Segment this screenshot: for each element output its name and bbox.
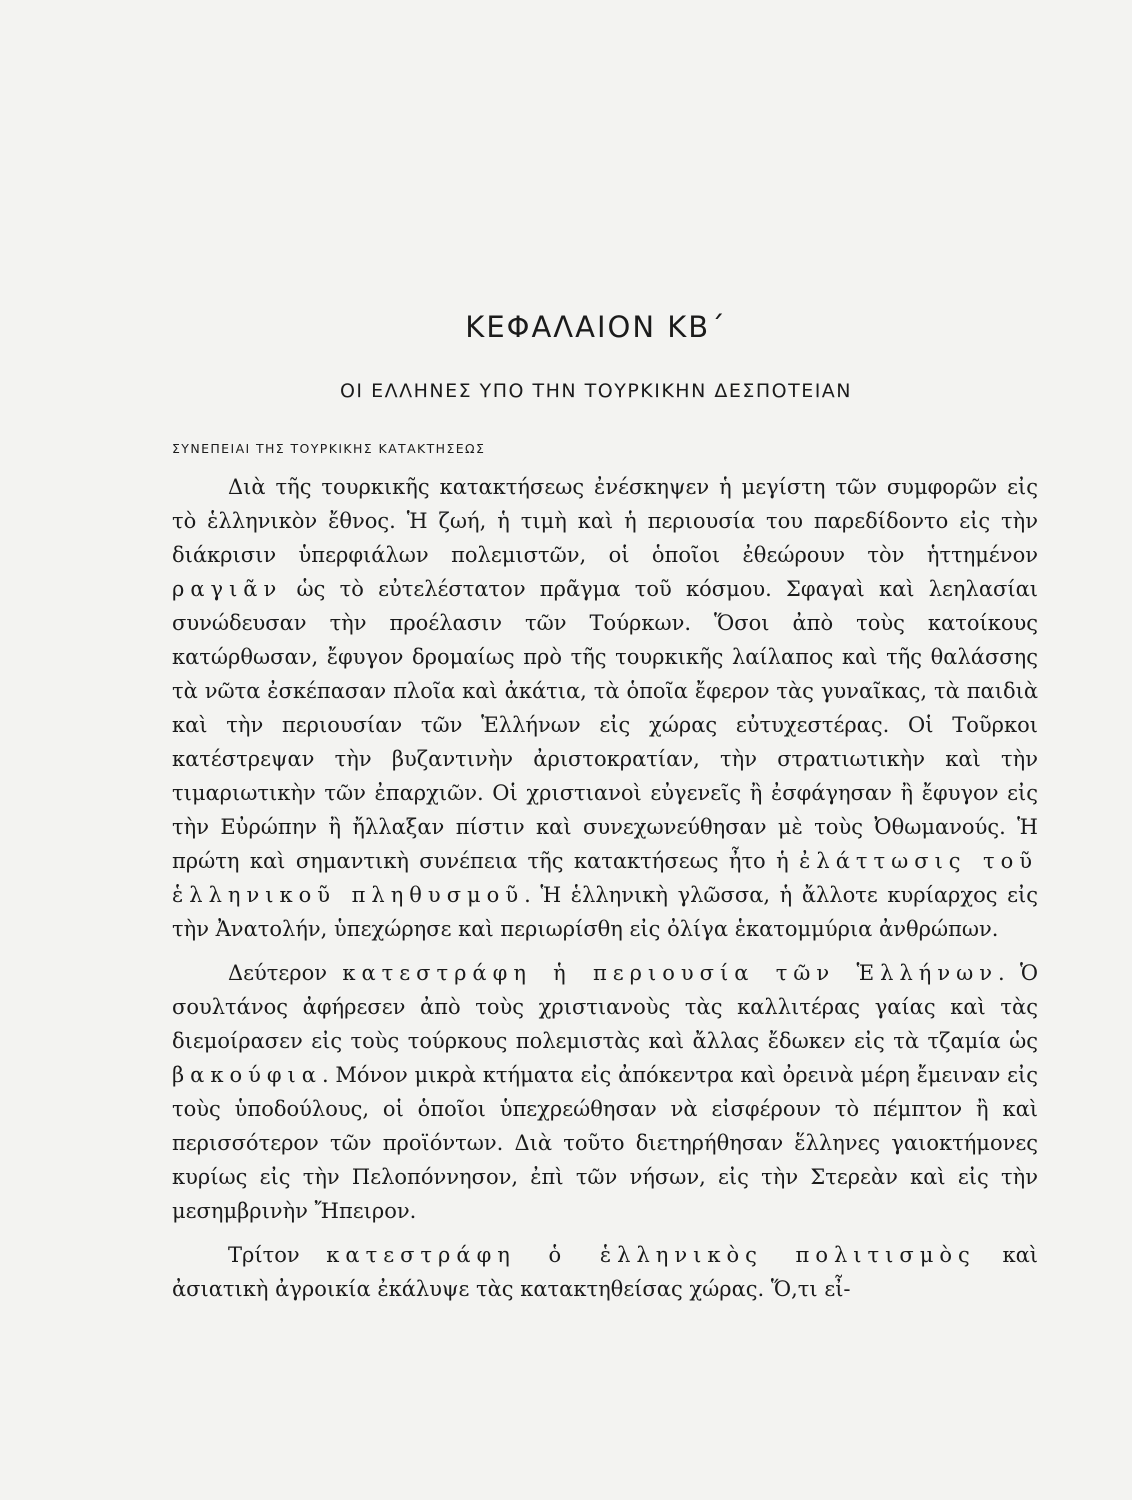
paragraph-3-part-c: καὶ ἀσιατικὴ ἀγροικία ἐκάλυψε τὰς κατακτηθείσας χώρας. Ὅ,τι εἶ- [172,1243,1038,1301]
emphasis-vakoufia: βακούφια [172,1063,322,1087]
paragraph-3-part-a: Τρίτον [228,1243,327,1267]
section-heading: ΣΥΝΕΠΕΙΑΙ ΤΗΣ ΤΟΥΡΚΙΚΗΣ ΚΑΤΑΚΤΗΣΕΩΣ [172,441,486,456]
emphasis-ragian: ραγιᾶν [172,577,283,601]
paragraph-2-part-c: . Ὁ σουλτάνος ἀφήρεσεν ἀπὸ τοὺς χριστιανοὺς τὰς καλλιτέρας γαίας καὶ τὰς διεμοίρασεν εἰς τοὺς τούρκους πολεμιστὰς καὶ ἄλλας ἔδωκεν εἰς τὰ τζαμία ὡς [172,961,1038,1053]
emphasis-population-decline: ἐλάττωσις τοῦ ἑλληνικοῦ πληθυσμοῦ [172,849,1038,907]
paragraph-1-part-e: . Ἡ ἑλληνικὴ γλῶσσα, ἡ ἄλλοτε κυρίαρχος εἰς τὴν Ἀνατολήν, ὑπεχώρησε καὶ περιωρίσθη εἰς ὀλίγα ἑκατομμύρια ἀνθρώπων. [172,883,1038,941]
body-text [172,470,1038,1316]
paragraph-2 [172,956,1038,1228]
paragraph-2-part-a: Δεύτερον [228,961,343,985]
paragraph-3 [172,1238,1038,1306]
chapter-title: ΚΕΦΑΛΑΙΟΝ ΚΒ΄ [465,310,727,344]
emphasis-civilization-destroyed: κατεστράφη ὁ ἑλληνικὸς πολιτισμὸς [326,1243,976,1267]
paragraph-2-part-e: . Μόνον μικρὰ κτήματα εἰς ἀπόκεντρα καὶ ὀρεινὰ μέρη ἔμειναν εἰς τοὺς ὑποδούλους, οἱ ὁποῖοι ὑπεχρεώθησαν νὰ εἰσφέρουν τὸ πέμπτον ἢ καὶ περισσότερον τῶν προϊόντων. Διὰ τοῦτο διετηρήθησαν ἕλληνες γαιοκτήμονες κυρίως εἰς τὴν Πελοπόννησον, ἐπὶ τῶν νήσων, εἰς τὴν Στερεὰν καὶ εἰς τὴν μεσημβρινὴν Ἤπειρον. [172,1063,1038,1223]
paragraph-1-part-a: Διὰ τῆς τουρκικῆς κατακτήσεως ἐνέσκηψεν ἡ μεγίστη τῶν συμφορῶν εἰς τὸ ἑλληνικὸν ἔθνος. Ἡ ζωή, ἡ τιμὴ καὶ ἡ περιουσία του παρεδίδοντο εἰς τὴν διάκρισιν ὑπερφιάλων πολεμιστῶν, οἱ ὁποῖοι ἐθεώρουν τὸν ἡττημένον [172,475,1038,567]
emphasis-property-destroyed: κατεστράφη ἡ περιουσία τῶν Ἑλλήνων [342,961,998,985]
chapter-subtitle: ΟΙ ΕΛΛΗΝΕΣ ΥΠΟ ΤΗΝ ΤΟΥΡΚΙΚΗΝ ΔΕΣΠΟΤΕΙΑΝ [339,380,853,402]
paragraph-1-part-c: ὡς τὸ εὐτελέστατον πρᾶγμα τοῦ κόσμου. Σφαγαὶ καὶ λεηλασίαι συνώδευσαν τὴν προέλασιν τῶν Τούρκων. Ὅσοι ἀπὸ τοὺς κατοίκους κατώρθωσαν, ἔφυγον δρομαίως πρὸ τῆς τουρκικῆς λαίλαπος καὶ τῆς θαλάσσης τὰ νῶτα ἐσκέπασαν πλοῖα καὶ ἀκάτια, τὰ ὁποῖα ἔφερον τὰς γυναῖκας, τὰ παιδιὰ καὶ τὴν περιουσίαν τῶν Ἑλλήνων εἰς χώρας εὐτυχεστέρας. Οἱ Τοῦρκοι κατέστρεψαν τὴν βυζαντινὴν ἀριστοκρατίαν, τὴν στρατιωτικὴν καὶ τὴν τιμαριωτικὴν τῶν ἐπαρχιῶν. Οἱ χριστιανοὶ εὐγενεῖς ἢ ἐσφάγησαν ἢ ἔφυγον εἰς τὴν Εὐρώπην ἢ ἤλλαξαν πίστιν καὶ συνεχωνεύθησαν μὲ τοὺς Ὀθωμανούς. Ἡ πρώτη καὶ σημαντικὴ συνέπεια τῆς κατακτήσεως ἦτο ἡ [172,577,1038,873]
paragraph-1 [172,470,1038,946]
